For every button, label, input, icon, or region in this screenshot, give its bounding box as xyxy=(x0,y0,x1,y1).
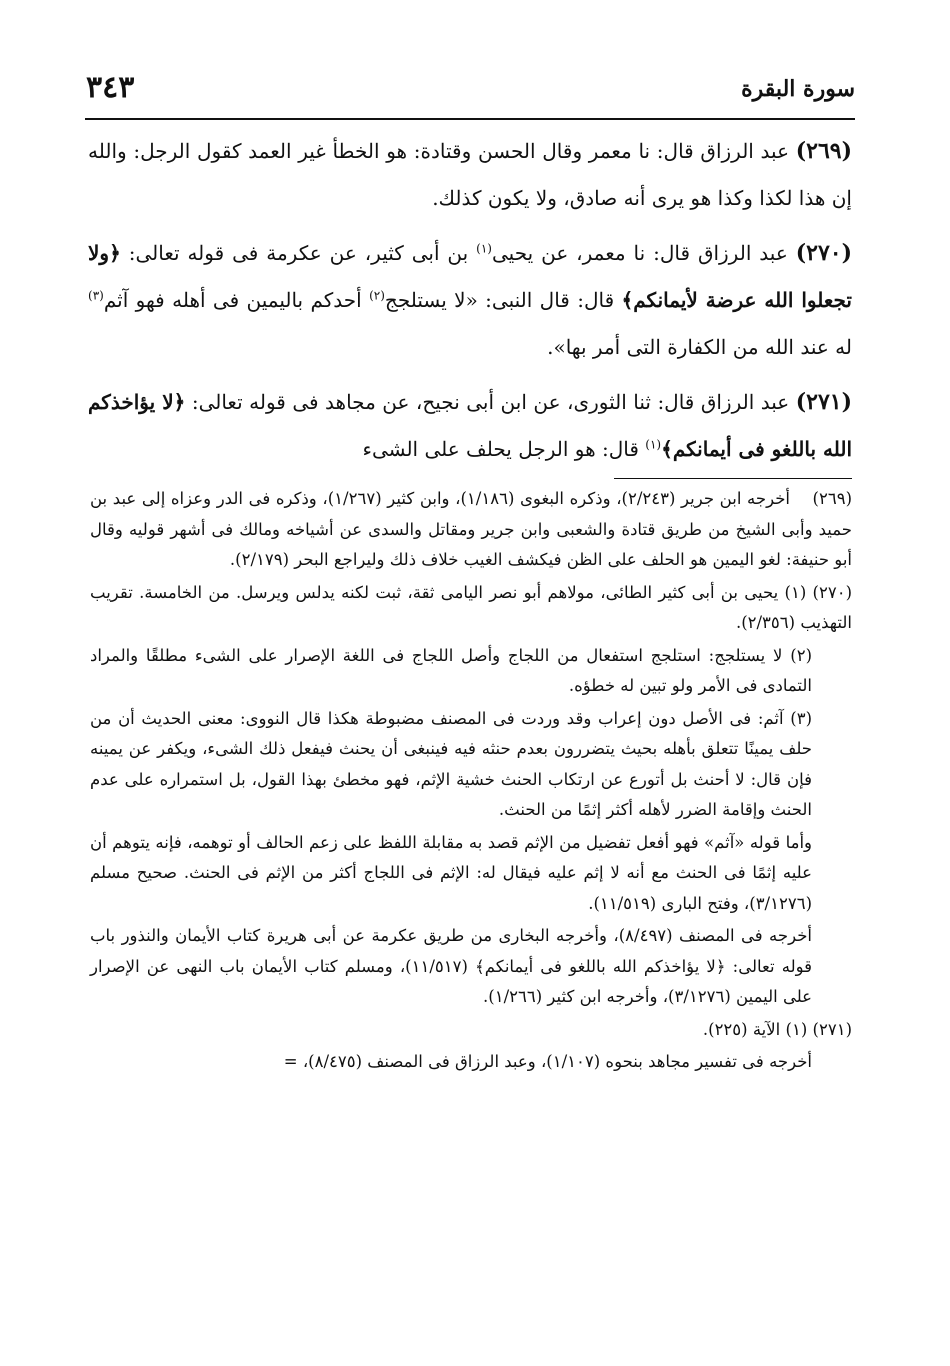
paragraph-269 xyxy=(88,128,852,222)
header-rule xyxy=(85,118,855,120)
footnote-271-1: (٢٧١) (١) الآية (٢٢٥). xyxy=(702,1019,852,1039)
paragraph-text: عبد الرزاق قال: ثنا الثورى، عن ابن أبى نجيح، عن مجاهد فى قوله تعالى: xyxy=(185,390,790,414)
footnote-marker: (٢) xyxy=(369,288,385,303)
quran-verse: ﴿لا يؤاخذكم الله باللغو فى أيمانكم﴾ xyxy=(88,390,852,461)
footnote-text: أخرجه ابن جرير (٢/٢٤٣)، وذكره البغوى (١/١٨٦)، وابن كثير (١/٢٦٧)، وذكره فى الدر وعزاه إلى عبد بن حميد وأبى الشيخ من طريق قتادة والشعبى وابن جرير ومقاتل والسدى عن أشياخه ومالك فى أشهر قوليه وقال أبو حنيفة: لغو اليمين هو الحلف على الظن فيكشف الغيب خلاف ذلك وليراجع البحر (٢/١٧٩). xyxy=(90,489,852,569)
footnote-269 xyxy=(90,484,852,576)
page-header xyxy=(80,70,855,118)
paragraph-text: له عند الله من الكفارة التى أمر بها». xyxy=(547,335,852,359)
paragraph-number: (٢٦٩) xyxy=(795,138,852,164)
footnote-separator xyxy=(614,478,852,479)
paragraph-text: قال: قال النبى: «لا يستلجج xyxy=(384,288,622,312)
paragraph-text: عبد الرزاق قال: نا معمر، عن يحيى xyxy=(491,241,788,265)
paragraph-270 xyxy=(88,230,852,371)
footnote-marker: (٣) xyxy=(88,288,104,303)
paragraph-text: عبد الرزاق قال: نا معمر وقال الحسن وقتادة: هو الخطأ غير العمد كقول الرجل: والله إن هذا لكذا وكذا هو يرى أنه صادق، ولا يكون كذلك. xyxy=(88,139,852,210)
footnote-270-1: (٢٧٠) (١) يحيى بن أبى كثير الطائى، مولاهم أبو نصر اليامى ثقة، ثبت لكنه يدلس ويرسل. من الخامسة. تقريب التهذيب (٢/٣٥٦). xyxy=(90,582,852,632)
paragraph-text: أحدكم باليمين فى أهله فهو آثم xyxy=(103,288,370,312)
paragraph-number: (٢٧١) xyxy=(795,389,852,415)
page-number: ٣٤٣ xyxy=(86,70,135,105)
footnote-marker: (١) xyxy=(476,241,492,256)
footnote-270-2: (٢) لا يستلجج: استلجج استفعال من اللجاج وأصل اللجاج فى اللغة الإصرار على الشىء مطلقًا والمراد التمادى فى الأمر ولو تبين له خطؤه. xyxy=(90,645,812,695)
surah-title: سورة البقرة xyxy=(741,76,855,102)
main-text xyxy=(88,128,852,481)
footnote-271-2: أخرجه فى تفسير مجاهد بنحوه (١/١٠٧)، وعبد الرزاق فى المصنف (٨/٤٧٥)، = xyxy=(283,1052,812,1071)
quran-verse: ﴿ولا تجعلوا الله عرضة لأيمانكم﴾ xyxy=(88,241,852,312)
footnote-270-3-continued: وأما قوله «آثم» فهو أفعل تفضيل من الإثم قصد به مقابلة اللفظ على زعم الحالف أو توهمه، فإنه يتوهم أن عليه إثمًا فى الحنث مع أنه لا إثم عليه فيقال له: الإثم فى اللجاج أكثر من الإثم فى الحنث. صحيح مسلم (٣/١٢٧٦)، وفتح البارى (١١/٥١٩). xyxy=(90,832,812,913)
paragraph-number: (٢٧٠) xyxy=(795,240,852,266)
footnote-marker: (١) xyxy=(645,437,662,452)
paragraph-271 xyxy=(88,379,852,473)
footnote-number: (٢٦٩) xyxy=(812,489,852,508)
paragraph-text: بن أبى كثير، عن عكرمة فى قوله تعالى: xyxy=(120,241,477,265)
paragraph-text: قال: هو الرجل يحلف على الشىء xyxy=(362,437,646,461)
footnote-270-3: (٣) آثم: فى الأصل دون إعراب وقد وردت فى المصنف مضبوطة هكذا قال النووى: معنى الحديث أن من حلف يمينًا تتعلق بأهله بحيث يتضررون بعدم حنثه فيه فينبغى أن يحنث فيفعل ذلك الشىء، ويكفر عن يمينه فإن قال: لا أحنث بل أتورع عن ارتكاب الحنث خشية الإثم، فهو مخطئ بهذا القول، بل استمراره على عدم الحنث وإقامة الضرر لأهله أكثر إثمًا من الحنث. xyxy=(90,708,812,819)
footnotes xyxy=(90,484,852,1080)
footnote-270-3-sources: أخرجه فى المصنف (٨/٤٩٧)، وأخرجه البخارى من طريق عكرمة عن أبى هريرة كتاب الأيمان والنذور باب قوله تعالى: ﴿لا يؤاخذكم الله باللغو فى أيمانكم﴾ (١١/٥١٧)، ومسلم كتاب الأيمان باب النهى عن الإصرار على اليمين (٣/١٢٧٦)، وأخرجه ابن كثير (١/٢٦٦). xyxy=(90,926,813,1006)
